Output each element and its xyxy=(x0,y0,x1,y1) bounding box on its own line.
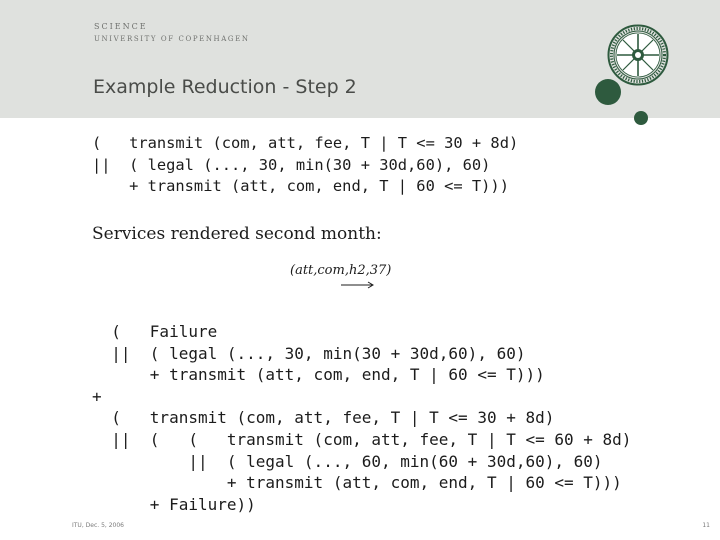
brand-dot-small xyxy=(634,111,648,125)
institution-name: SCIENCE xyxy=(94,22,148,31)
code-block-initial: ( transmit (com, att, fee, T | T <= 30 + 8d) || ( legal (..., 30, min(30 + 30d,60), 60) + transmit (att, com, end, T | 60 <= T))) xyxy=(92,134,519,195)
services-rendered-text: Services rendered second month: xyxy=(92,224,382,244)
footer-date: ITU, Dec. 5, 2006 xyxy=(72,522,124,529)
brand-dot-large xyxy=(595,79,621,105)
transition-label: (att,com,h2,37) xyxy=(290,263,392,278)
transition-arrow-icon xyxy=(340,280,376,290)
code-block-result: ( Failure || ( legal (..., 30, min(30 + 30d,60), 60) + transmit (att, com, end, T | 60 <= T))) + ( transmit (com, att, fee, T | T <= 30 + 8d) || ( ( transmit (com, att, fee, T | T <= 60 + 8d) || ( legal (..., 60, min(60 + 30d,60), 60) + transmit (att, com, end, T | 60 <= T))) + Failure)) xyxy=(92,322,632,514)
page-number: 11 xyxy=(702,522,710,529)
slide-title: Example Reduction - Step 2 xyxy=(93,76,357,98)
university-name: UNIVERSITY OF COPENHAGEN xyxy=(94,35,250,43)
university-seal-icon xyxy=(607,24,669,86)
header-band xyxy=(0,0,720,118)
